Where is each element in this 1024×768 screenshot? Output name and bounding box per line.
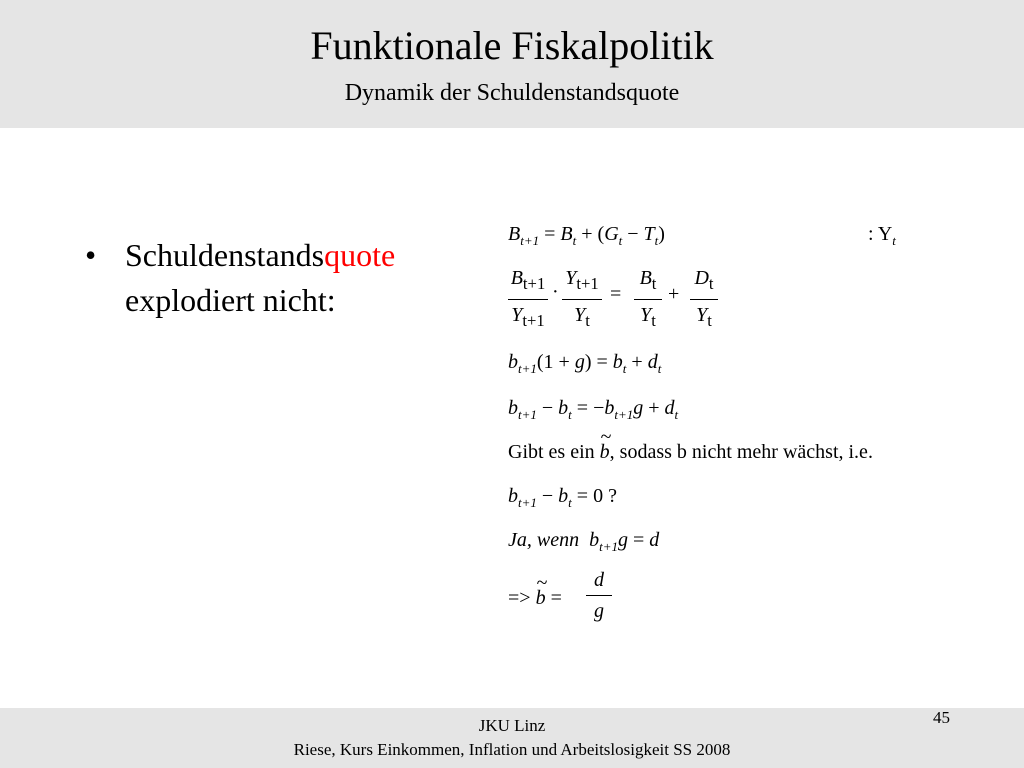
equation-8: => ~ b = xyxy=(508,572,562,609)
equation-1-divider: : $Y_t$ xyxy=(868,223,896,248)
equation-2-plus: + xyxy=(668,283,680,305)
footer-course: Riese, Kurs Einkommen, Inflation und Arbeitslosigkeit SS 2008 xyxy=(293,740,731,759)
equation-2-equals: = xyxy=(610,283,622,305)
equation-3: $b_{t+1}(1 + g) = b_t + d_t$ xyxy=(508,351,662,376)
equation-2-frac-4: $D_t$ $Y_t$ xyxy=(690,266,718,333)
equation-8-frac: d g xyxy=(586,568,612,623)
bullet-dot: • xyxy=(85,237,97,273)
equation-5: Gibt es ein ~ b, sodass b nicht mehr wächst, i.e. xyxy=(508,426,873,463)
equation-6: $b_{t+1} - b_t = 0$ ? xyxy=(508,485,617,510)
equation-4: $b_{t+1} - b_t = -b_{t+1}g + d_t$ xyxy=(508,397,679,422)
page-number: 45 xyxy=(933,708,950,727)
bullet-text-highlight: quote xyxy=(324,237,396,273)
bullet-text-part2: explodiert nicht: xyxy=(125,282,336,318)
equation-7: Ja, wenn $b_{t+1}g = d$ xyxy=(508,529,660,554)
equation-2-frac-1: $B_{t+1}$ $Y_{t+1}$ xyxy=(508,266,548,333)
slide-title: Funktionale Fiskalpolitik xyxy=(310,23,714,68)
bullet-text-part1: Schuldenstands xyxy=(125,237,325,273)
slide-subtitle: Dynamik der Schuldenstandsquote xyxy=(344,80,680,106)
equation-2-frac-3: $B_t$ $Y_t$ xyxy=(634,266,662,333)
footer-institution: JKU Linz xyxy=(478,716,546,735)
equation-2-frac-2: $Y_{t+1}$ $Y_t$ xyxy=(562,266,602,333)
equation-1: $B_{t+1} = B_t + (G_t - T_t)$ xyxy=(508,223,665,248)
equation-2-dot: · xyxy=(552,281,559,303)
